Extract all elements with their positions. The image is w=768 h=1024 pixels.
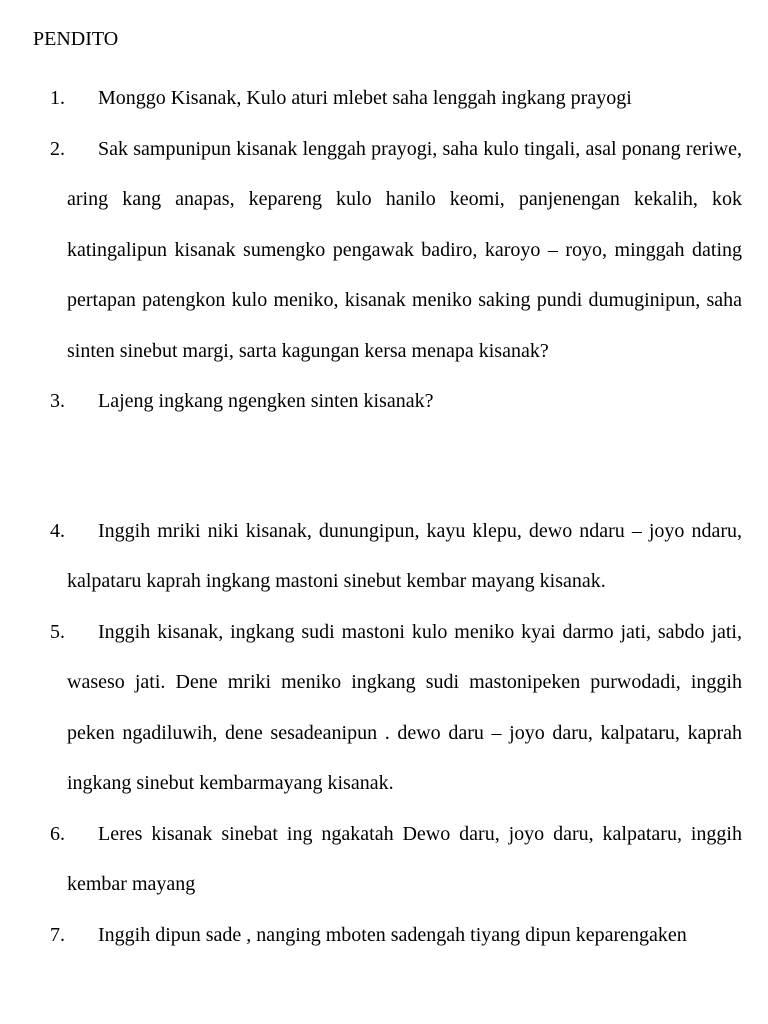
list-item-number: 2. <box>50 137 65 160</box>
numbered-list <box>0 73 768 960</box>
list-item-number: 4. <box>50 519 65 542</box>
list-item-text: Inggih dipun sade , nanging mboten sadengah tiyang dipun keparengaken <box>98 923 687 946</box>
list-item <box>0 910 742 961</box>
list-item <box>0 809 742 910</box>
document-heading: PENDITO <box>33 28 119 50</box>
list-item <box>0 376 742 427</box>
list-item-number: 1. <box>50 87 65 109</box>
list-item-text: Inggih mriki niki kisanak, dunungipun, kayu klepu, dewo ndaru – joyo ndaru, kalpataru kaprah ingkang mastoni sinebut kembar mayang kisanak. <box>67 519 742 592</box>
list-item-number: 6. <box>50 822 65 845</box>
list-item-text: Monggo Kisanak, Kulo aturi mlebet saha lenggah ingkang prayogi <box>98 87 632 109</box>
list-item-number: 3. <box>50 390 65 412</box>
list-item-text: Leres kisanak sinebat ing ngakatah Dewo daru, joyo daru, kalpataru, inggih kembar mayang <box>67 822 742 895</box>
list-item-number: 7. <box>50 923 65 946</box>
list-item <box>0 607 742 809</box>
list-item-text: Sak sampunipun kisanak lenggah prayogi, saha kulo tingali, asal ponang reriwe, aring kang anapas, kepareng kulo hanilo keomi, panjenengan kekalih, kok katingalipun kisanak sumengko pengawak badiro, karoyo – royo, minggah dating pertapan patengkon kulo meniko, kisanak meniko saking pundi dumuginipun, saha sinten sinebut margi, sarta kagungan kersa menapa kisanak? <box>67 137 742 362</box>
list-item-number: 5. <box>50 620 65 643</box>
list-item-text: Inggih kisanak, ingkang sudi mastoni kulo meniko kyai darmo jati, sabdo jati, waseso jati. Dene mriki meniko ingkang sudi mastonipeken purwodadi, inggih peken ngadiluwih, dene sesadeanipun . dewo daru – joyo daru, kalpataru, kaprah ingkang sinebut kembarmayang kisanak. <box>67 620 742 794</box>
list-item <box>0 124 742 377</box>
list-item <box>0 506 742 607</box>
list-item <box>0 73 742 124</box>
blank-spacer <box>0 427 768 506</box>
list-item-text: Lajeng ingkang ngengken sinten kisanak? <box>98 390 434 412</box>
